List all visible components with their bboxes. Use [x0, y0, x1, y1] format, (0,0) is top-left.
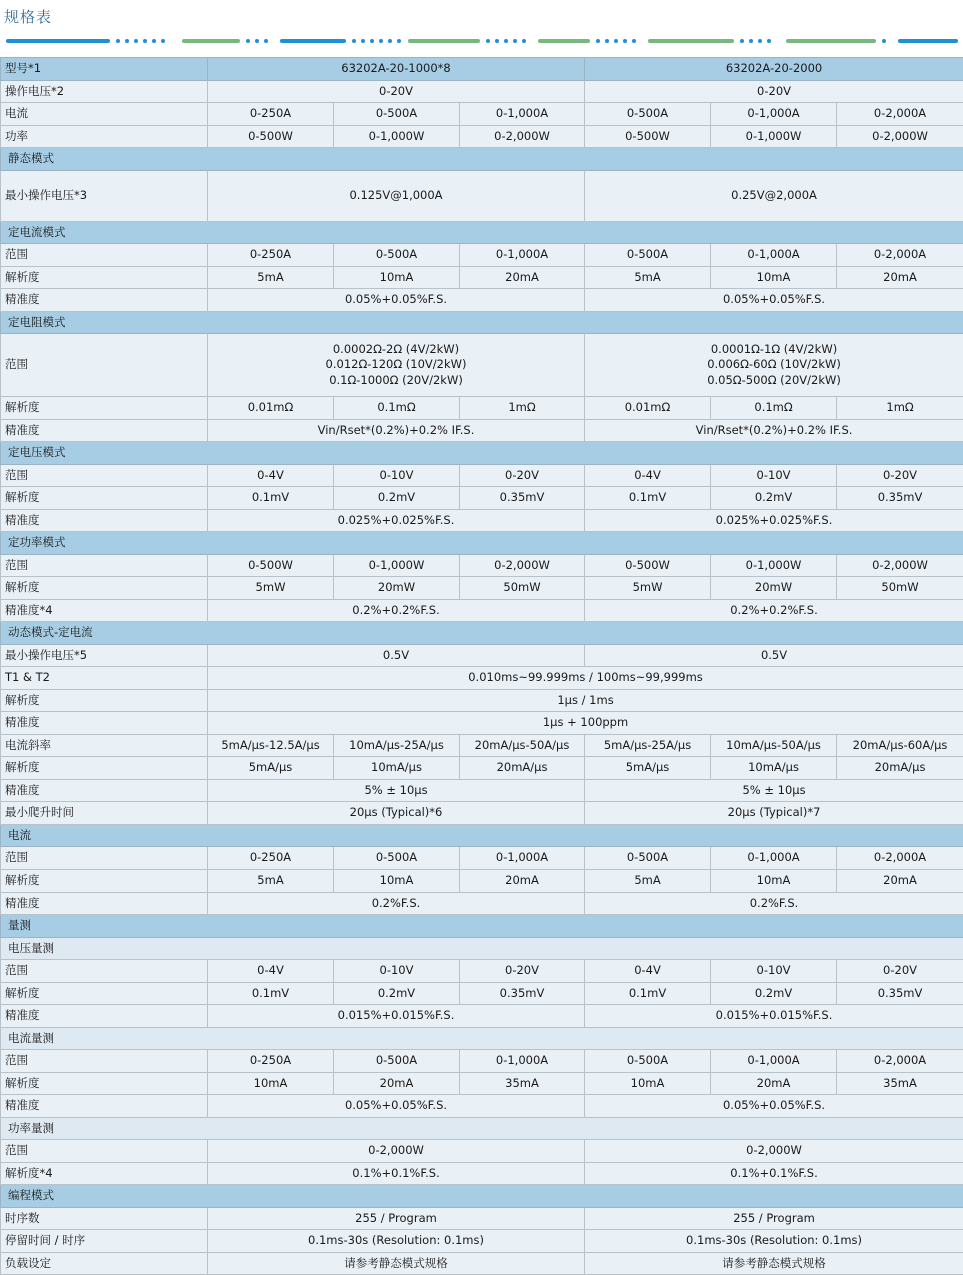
- value-cell: 20mA: [837, 869, 963, 892]
- divider-dot: [379, 39, 383, 43]
- value-cell: 0.1ms-30s (Resolution: 0.1ms): [208, 1230, 585, 1253]
- row-label: 解析度*4: [1, 1162, 208, 1185]
- value-cell: 0-500A: [585, 1050, 711, 1073]
- table-row: [1, 982, 963, 1005]
- subsection-header-row: [1, 937, 963, 960]
- divider-dot: [522, 39, 526, 43]
- value-cell: 10mA/μs: [334, 757, 460, 780]
- value-cell: 5mA: [585, 869, 711, 892]
- divider-bar: [898, 39, 958, 43]
- specification-table: [0, 57, 963, 1275]
- value-cell: 0-500A: [334, 103, 460, 126]
- table-row: [1, 667, 963, 690]
- value-cell: 0-2,000A: [837, 1050, 963, 1073]
- table-row: [1, 599, 963, 622]
- value-cell: 0.025%+0.025%F.S.: [208, 509, 585, 532]
- value-cell: 0.2mV: [334, 982, 460, 1005]
- value-cell: 20mA/μs-50A/μs: [460, 734, 585, 757]
- value-cell: 0.1%+0.1%F.S.: [585, 1162, 963, 1185]
- table-row: [1, 1230, 963, 1253]
- value-cell: 0.05%+0.05%F.S.: [208, 289, 585, 312]
- value-cell: 0-2,000W: [585, 1140, 963, 1163]
- value-cell: [585, 334, 963, 397]
- section-label: 动态模式-定电流: [1, 622, 963, 645]
- value-cell: 20mA: [460, 869, 585, 892]
- divider-dot: [882, 39, 886, 43]
- value-cell: 5% ± 10μs: [585, 779, 963, 802]
- row-label: 停留时间 / 时序: [1, 1230, 208, 1253]
- value-cell: 0-1,000W: [334, 554, 460, 577]
- divider-dot: [623, 39, 627, 43]
- divider-dot: [361, 39, 365, 43]
- row-label: 范围: [1, 244, 208, 267]
- row-label: 解析度: [1, 869, 208, 892]
- row-label: 电流斜率: [1, 734, 208, 757]
- value-cell: 0-1,000A: [460, 847, 585, 870]
- value-cell: 5mA: [208, 266, 334, 289]
- row-label: 范围: [1, 554, 208, 577]
- value-cell: 0-1,000A: [711, 244, 837, 267]
- value-cell: 0-10V: [711, 464, 837, 487]
- divider-bar: [786, 39, 876, 43]
- value-cell: 0-2,000W: [837, 125, 963, 148]
- value-cell: 5mW: [208, 577, 334, 600]
- page-title: 规格表: [0, 0, 963, 29]
- value-cell: 63202A-20-1000*8: [208, 58, 585, 81]
- value-cell: 0.01mΩ: [208, 397, 334, 420]
- row-label: 精准度: [1, 509, 208, 532]
- table-row: [1, 419, 963, 442]
- value-cell: 10mA: [334, 266, 460, 289]
- value-cell: 0.125V@1,000A: [208, 170, 585, 221]
- row-label: 范围: [1, 847, 208, 870]
- row-label: 范围: [1, 334, 208, 397]
- table-row: [1, 802, 963, 825]
- value-cell: 0-4V: [585, 464, 711, 487]
- divider-dot: [246, 39, 250, 43]
- value-cell: 0-20V: [837, 464, 963, 487]
- row-label: 最小爬升时间: [1, 802, 208, 825]
- value-cell: 0-1,000A: [460, 1050, 585, 1073]
- value-cell: 0.05%+0.05%F.S.: [585, 289, 963, 312]
- section-label: 电流量测: [1, 1027, 963, 1050]
- value-cell: 20mA/μs-60A/μs: [837, 734, 963, 757]
- value-cell: 20mA/μs: [837, 757, 963, 780]
- value-cell: 0-2,000W: [837, 554, 963, 577]
- value-cell: 1mΩ: [837, 397, 963, 420]
- value-cell: 0-20V: [460, 960, 585, 983]
- value-cell: 0-500W: [208, 125, 334, 148]
- table-row: [1, 487, 963, 510]
- value-cell: 0-1,000W: [711, 125, 837, 148]
- value-cell: 0.1mV: [585, 982, 711, 1005]
- row-label: 解析度: [1, 982, 208, 1005]
- row-label: 时序数: [1, 1207, 208, 1230]
- table-row: [1, 1072, 963, 1095]
- value-cell: 0-1,000A: [460, 244, 585, 267]
- section-header-row: [1, 532, 963, 555]
- value-cell: 0.1mV: [585, 487, 711, 510]
- value-cell: 0-1,000W: [711, 554, 837, 577]
- divider-bar: [408, 39, 480, 43]
- table-row: [1, 170, 963, 221]
- value-cell: 0.015%+0.015%F.S.: [208, 1005, 585, 1028]
- decorative-divider: [0, 31, 963, 51]
- value-cell: 10mA: [585, 1072, 711, 1095]
- table-row: [1, 397, 963, 420]
- section-label: 编程模式: [1, 1185, 963, 1208]
- table-row: [1, 1140, 963, 1163]
- value-cell: 0-4V: [208, 960, 334, 983]
- row-label: T1 & T2: [1, 667, 208, 690]
- table-row: [1, 1050, 963, 1073]
- value-cell: 1mΩ: [460, 397, 585, 420]
- value-cell: 0-10V: [334, 960, 460, 983]
- value-cell: 0-500A: [585, 244, 711, 267]
- value-cell: 0-20V: [208, 80, 585, 103]
- value-cell: 0-500W: [585, 554, 711, 577]
- value-cell: 0.2mV: [334, 487, 460, 510]
- row-label: 精准度: [1, 779, 208, 802]
- section-label: 定电阻模式: [1, 311, 963, 334]
- row-label: 解析度: [1, 487, 208, 510]
- table-row: [1, 734, 963, 757]
- row-label: 型号*1: [1, 58, 208, 81]
- value-cell: 0.05%+0.05%F.S.: [585, 1095, 963, 1118]
- divider-dot: [504, 39, 508, 43]
- value-cell: 0.5V: [585, 644, 963, 667]
- subsection-header-row: [1, 1117, 963, 1140]
- value-line: 0.006Ω-60Ω (10V/2kW): [589, 357, 959, 373]
- value-cell: 20mA/μs: [460, 757, 585, 780]
- table-row: [1, 554, 963, 577]
- table-row: [1, 869, 963, 892]
- table-row: [1, 960, 963, 983]
- divider-dot: [397, 39, 401, 43]
- divider-dot: [352, 39, 356, 43]
- value-cell: 20mW: [334, 577, 460, 600]
- section-header-row: [1, 1185, 963, 1208]
- divider-dot: [125, 39, 129, 43]
- row-label: 操作电压*2: [1, 80, 208, 103]
- table-row: [1, 1095, 963, 1118]
- value-cell: 0-500A: [585, 847, 711, 870]
- divider-bar: [6, 39, 110, 43]
- value-cell: 0-500A: [334, 1050, 460, 1073]
- divider-dot: [116, 39, 120, 43]
- value-line: 0.012Ω-120Ω (10V/2kW): [212, 357, 580, 373]
- value-cell: 0.1mΩ: [334, 397, 460, 420]
- table-row: [1, 80, 963, 103]
- row-label: 最小操作电压*5: [1, 644, 208, 667]
- value-cell: 0.35mV: [460, 982, 585, 1005]
- value-cell: 0.2%F.S.: [208, 892, 585, 915]
- value-cell: 0-500W: [585, 125, 711, 148]
- value-cell: 0-1,000A: [711, 103, 837, 126]
- divider-dot: [605, 39, 609, 43]
- row-label: 范围: [1, 1050, 208, 1073]
- divider-bar: [182, 39, 240, 43]
- section-header-row: [1, 442, 963, 465]
- divider-bar: [280, 39, 346, 43]
- value-cell: [208, 334, 585, 397]
- value-cell: 0.1mV: [208, 487, 334, 510]
- row-label: 精准度: [1, 892, 208, 915]
- subsection-header-row: [1, 1027, 963, 1050]
- value-cell: 20μs (Typical)*6: [208, 802, 585, 825]
- value-cell: 1μs / 1ms: [208, 689, 963, 712]
- value-cell: 50mW: [837, 577, 963, 600]
- row-label: 解析度: [1, 577, 208, 600]
- section-label: 量测: [1, 915, 963, 938]
- row-label: 精准度: [1, 289, 208, 312]
- value-cell: 1μs + 100ppm: [208, 712, 963, 735]
- value-cell: Vin/Rset*(0.2%)+0.2% IF.S.: [208, 419, 585, 442]
- divider-dot: [161, 39, 165, 43]
- value-cell: 20mA: [334, 1072, 460, 1095]
- value-cell: 0-1,000A: [460, 103, 585, 126]
- value-cell: 20mA: [460, 266, 585, 289]
- value-cell: 10mA/μs: [711, 757, 837, 780]
- value-line: 0.05Ω-500Ω (20V/2kW): [589, 373, 959, 389]
- value-cell: 0-250A: [208, 244, 334, 267]
- row-label: 负载设定: [1, 1252, 208, 1275]
- section-header-row: [1, 148, 963, 171]
- value-cell: 0.2mV: [711, 982, 837, 1005]
- value-cell: 5mA/μs-12.5A/μs: [208, 734, 334, 757]
- table-row: [1, 1207, 963, 1230]
- divider-dot: [758, 39, 762, 43]
- row-label: 解析度: [1, 757, 208, 780]
- value-cell: 50mW: [460, 577, 585, 600]
- section-label: 定功率模式: [1, 532, 963, 555]
- value-line: 0.0001Ω-1Ω (4V/2kW): [589, 342, 959, 358]
- row-label: 精准度: [1, 712, 208, 735]
- table-row: [1, 1005, 963, 1028]
- value-cell: 0.2%+0.2%F.S.: [208, 599, 585, 622]
- value-line: 0.1Ω-1000Ω (20V/2kW): [212, 373, 580, 389]
- value-cell: 10mA: [334, 869, 460, 892]
- spec-table-body: [1, 58, 963, 1275]
- divider-dot: [767, 39, 771, 43]
- value-cell: 0.01mΩ: [585, 397, 711, 420]
- value-cell: 0-1,000A: [711, 847, 837, 870]
- divider-dot: [255, 39, 259, 43]
- value-cell: 5mA/μs: [585, 757, 711, 780]
- value-cell: 0.2mV: [711, 487, 837, 510]
- value-cell: 255 / Program: [208, 1207, 585, 1230]
- value-cell: 0.015%+0.015%F.S.: [585, 1005, 963, 1028]
- row-label: 解析度: [1, 1072, 208, 1095]
- value-cell: 35mA: [460, 1072, 585, 1095]
- table-row: [1, 1252, 963, 1275]
- value-cell: 0-500A: [334, 244, 460, 267]
- value-cell: 0-2,000A: [837, 103, 963, 126]
- value-cell: 0.35mV: [837, 487, 963, 510]
- section-header-row: [1, 221, 963, 244]
- row-label: 电流: [1, 103, 208, 126]
- section-header-row: [1, 622, 963, 645]
- value-cell: 0-10V: [334, 464, 460, 487]
- value-cell: 0.025%+0.025%F.S.: [585, 509, 963, 532]
- divider-dot: [152, 39, 156, 43]
- divider-dot: [495, 39, 499, 43]
- value-cell: 0-1,000W: [334, 125, 460, 148]
- divider-dot: [388, 39, 392, 43]
- divider-dot: [749, 39, 753, 43]
- value-cell: 0-4V: [585, 960, 711, 983]
- divider-dot: [614, 39, 618, 43]
- divider-bar: [648, 39, 734, 43]
- section-label: 静态模式: [1, 148, 963, 171]
- value-cell: 0.010ms~99.999ms / 100ms~99,999ms: [208, 667, 963, 690]
- divider-dot: [134, 39, 138, 43]
- value-cell: 5mA: [585, 266, 711, 289]
- value-cell: 5mA/μs: [208, 757, 334, 780]
- table-row: [1, 644, 963, 667]
- divider-dot: [486, 39, 490, 43]
- value-cell: 255 / Program: [585, 1207, 963, 1230]
- table-row: [1, 125, 963, 148]
- divider-dot: [740, 39, 744, 43]
- table-row: [1, 689, 963, 712]
- table-row: [1, 334, 963, 397]
- row-label: 精准度*4: [1, 599, 208, 622]
- value-cell: 0-2,000A: [837, 244, 963, 267]
- section-header-row: [1, 915, 963, 938]
- value-cell: 0-2,000W: [460, 554, 585, 577]
- table-row: [1, 847, 963, 870]
- value-cell: 10mA/μs-50A/μs: [711, 734, 837, 757]
- row-label: 解析度: [1, 689, 208, 712]
- divider-dot: [632, 39, 636, 43]
- value-cell: 0-20V: [837, 960, 963, 983]
- value-cell: 0.1mV: [208, 982, 334, 1005]
- value-cell: 5% ± 10μs: [208, 779, 585, 802]
- row-label: 范围: [1, 464, 208, 487]
- section-label: 功率量测: [1, 1117, 963, 1140]
- value-cell: 请参考静态模式规格: [585, 1252, 963, 1275]
- value-cell: 0-500W: [208, 554, 334, 577]
- value-cell: 0-20V: [460, 464, 585, 487]
- value-cell: 5mA/μs-25A/μs: [585, 734, 711, 757]
- value-cell: 0-2,000W: [208, 1140, 585, 1163]
- table-row: [1, 509, 963, 532]
- value-cell: 5mA: [208, 869, 334, 892]
- value-cell: 请参考静态模式规格: [208, 1252, 585, 1275]
- value-cell: 0-10V: [711, 960, 837, 983]
- value-cell: 0.35mV: [460, 487, 585, 510]
- value-cell: 35mA: [837, 1072, 963, 1095]
- table-row: [1, 757, 963, 780]
- value-cell: 10mA: [208, 1072, 334, 1095]
- value-cell: 0.5V: [208, 644, 585, 667]
- value-cell: 10mA/μs-25A/μs: [334, 734, 460, 757]
- table-row: [1, 779, 963, 802]
- table-row: [1, 464, 963, 487]
- table-row: [1, 103, 963, 126]
- table-row: [1, 577, 963, 600]
- row-label: 范围: [1, 960, 208, 983]
- value-cell: 20mA: [837, 266, 963, 289]
- table-row: [1, 892, 963, 915]
- value-cell: 0.1mΩ: [711, 397, 837, 420]
- value-cell: 0.35mV: [837, 982, 963, 1005]
- row-label: 解析度: [1, 266, 208, 289]
- divider-bar: [538, 39, 590, 43]
- value-cell: 63202A-20-2000: [585, 58, 963, 81]
- value-cell: 0.1%+0.1%F.S.: [208, 1162, 585, 1185]
- row-label: 精准度: [1, 1005, 208, 1028]
- divider-dot: [596, 39, 600, 43]
- row-label: 精准度: [1, 419, 208, 442]
- value-cell: 20mA: [711, 1072, 837, 1095]
- row-label: 精准度: [1, 1095, 208, 1118]
- section-header-row: [1, 311, 963, 334]
- value-cell: 10mA: [711, 869, 837, 892]
- section-label: 电压量测: [1, 937, 963, 960]
- value-cell: 0.1ms-30s (Resolution: 0.1ms): [585, 1230, 963, 1253]
- value-cell: 0-250A: [208, 1050, 334, 1073]
- value-cell: 5mW: [585, 577, 711, 600]
- value-cell: 0-2,000W: [460, 125, 585, 148]
- value-cell: 0-500A: [585, 103, 711, 126]
- value-cell: 0.2%F.S.: [585, 892, 963, 915]
- value-cell: 0-1,000A: [711, 1050, 837, 1073]
- table-row: [1, 266, 963, 289]
- value-cell: 0-500A: [334, 847, 460, 870]
- table-row: [1, 712, 963, 735]
- table-row-model: [1, 58, 963, 81]
- row-label: 范围: [1, 1140, 208, 1163]
- value-cell: 0.2%+0.2%F.S.: [585, 599, 963, 622]
- row-label: 解析度: [1, 397, 208, 420]
- value-cell: 0-250A: [208, 103, 334, 126]
- divider-dot: [143, 39, 147, 43]
- value-cell: 0.25V@2,000A: [585, 170, 963, 221]
- value-cell: 0-2,000A: [837, 847, 963, 870]
- value-cell: 20mW: [711, 577, 837, 600]
- section-label: 电流: [1, 824, 963, 847]
- value-cell: Vin/Rset*(0.2%)+0.2% IF.S.: [585, 419, 963, 442]
- table-row: [1, 289, 963, 312]
- divider-dot: [513, 39, 517, 43]
- value-line: 0.0002Ω-2Ω (4V/2kW): [212, 342, 580, 358]
- section-label: 定电流模式: [1, 221, 963, 244]
- divider-dot: [370, 39, 374, 43]
- divider-dot: [264, 39, 268, 43]
- section-header-row: [1, 824, 963, 847]
- table-row: [1, 1162, 963, 1185]
- value-cell: 0.05%+0.05%F.S.: [208, 1095, 585, 1118]
- value-cell: 20μs (Typical)*7: [585, 802, 963, 825]
- value-cell: 0-250A: [208, 847, 334, 870]
- value-cell: 0-4V: [208, 464, 334, 487]
- value-cell: 10mA: [711, 266, 837, 289]
- table-row: [1, 244, 963, 267]
- section-label: 定电压模式: [1, 442, 963, 465]
- value-cell: 0-20V: [585, 80, 963, 103]
- row-label: 功率: [1, 125, 208, 148]
- row-label: 最小操作电压*3: [1, 170, 208, 221]
